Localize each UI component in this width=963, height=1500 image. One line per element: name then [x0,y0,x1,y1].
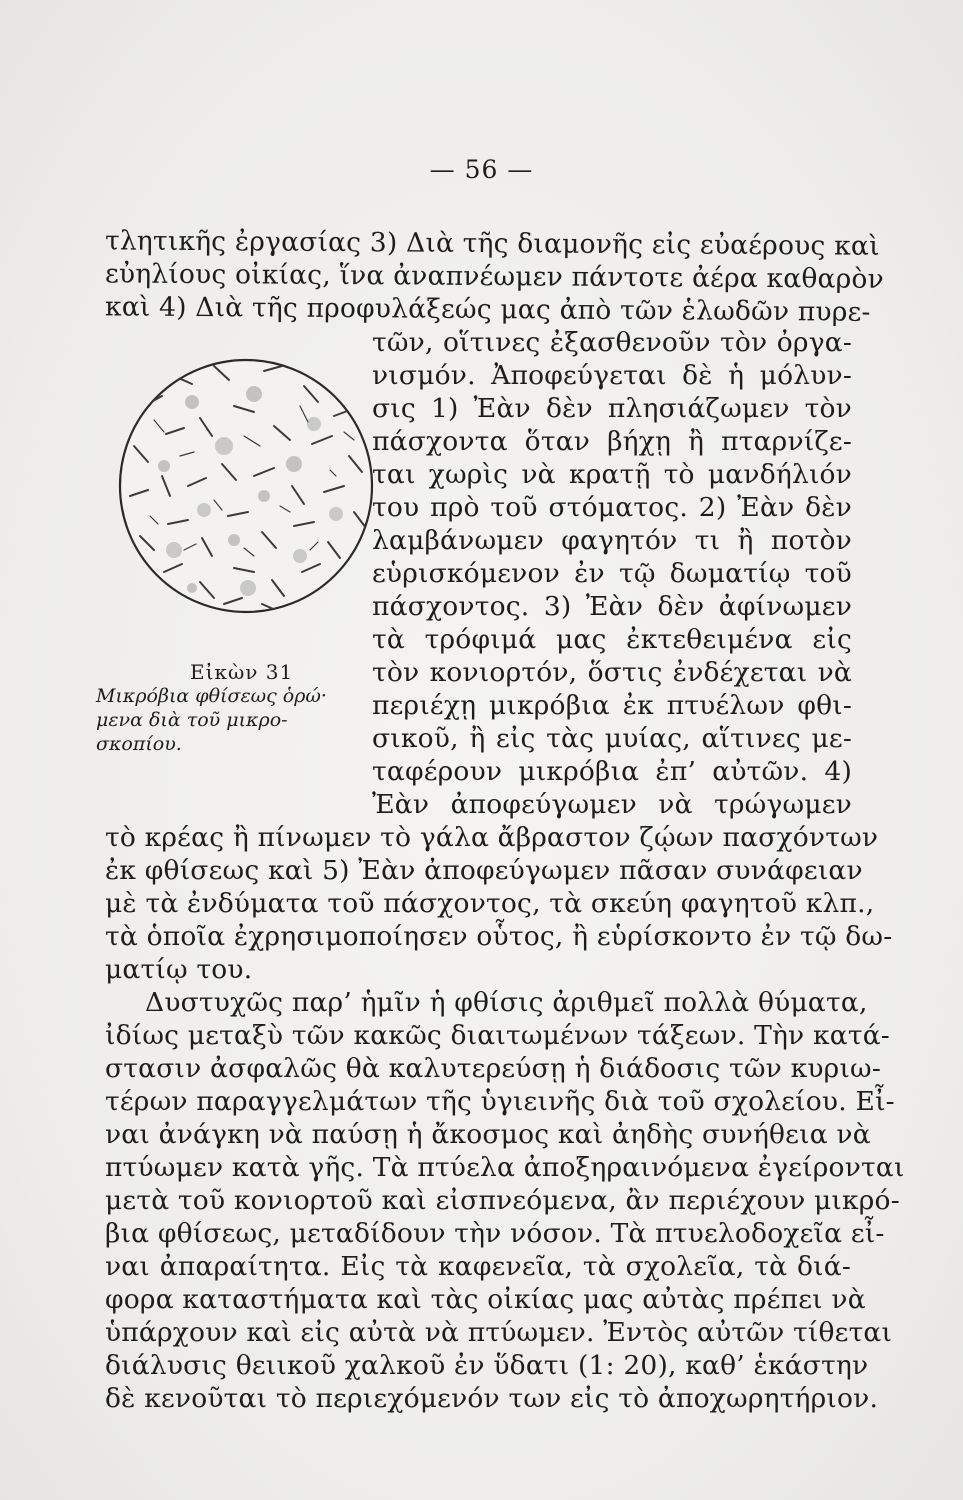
text-line: ὑπάρχουν καὶ εἰς αὐτὰ νὰ πτύωμεν. Ἐντὸς αὐτῶν τίθεται [105,1317,893,1348]
text-line: νισμόν. Ἀποφεύγεται δὲ ἡ μόλυν- [372,360,852,391]
page-number: — 56 — [429,155,534,184]
paragraph-first-line: Δυστυχῶς παρ’ ἡμῖν ἡ φθίσις ἀριθμεῖ πολλὰ θύματα, [145,987,868,1018]
text-line: διάλυσις θειικοῦ χαλκοῦ ἐν ὕδατι (1: 20), καθ’ ἑκάστην [105,1350,869,1381]
text-line: φορα καταστήματα καὶ τὰς οἰκίας μας αὐτὰς πρέπει νὰ [105,1284,866,1315]
text-line: δὲ κενοῦται τὸ περιεχόμενόν των εἰς τὸ ἀποχωρητήριον. [105,1383,879,1414]
text-line: ἰδίως μεταξὺ τῶν κακῶς διαιτωμένων τάξεων. Τὴν κατά- [105,1020,890,1051]
text-line: ναι ἀπαραίτητα. Εἰς τὰ καφενεῖα, τὰ σχολεῖα, τὰ διά- [105,1251,851,1282]
text-line: τλητικῆς ἐργασίας 3) Διὰ τῆς διαμονῆς εἰς εὐαέρους καὶ [104,225,880,262]
text-line: ταφέρουν μικρόβια ἐπ’ αὐτῶν. 4) [372,756,852,787]
figure-caption-line: Μικρόβια φθίσεως ὁρώ· [96,685,327,707]
text-line: σις 1) Ἐὰν δὲν πλησιάζωμεν τὸν [372,393,852,424]
text-line: λαμβάνωμεν φαγητόν τι ἢ ποτὸν [372,525,852,556]
text-line: μετὰ τοῦ κονιορτοῦ καὶ εἰσπνεόμενα, ἂν περιέχουν μικρό- [105,1185,900,1216]
text-line: ται χωρὶς νὰ κρατῇ τὸ μανδήλιόν [372,459,852,490]
text-line: εὐηλίους οἰκίας, ἵνα ἀναπνέωμεν πάντοτε ἀέρα καθαρὸν [104,258,885,295]
text-line: του πρὸ τοῦ στόματος. 2) Ἐὰν δὲν [372,492,852,523]
text-line: βια φθίσεως, μεταδίδουν τὴν νόσον. Τὰ πτυελοδοχεῖα εἶ- [105,1218,885,1249]
text-line: ματίῳ του. [105,954,253,985]
text-line: Ἐὰν ἀποφεύγωμεν νὰ τρώγωμεν [372,789,852,820]
microscope-view-icon [104,336,394,636]
figure-caption-title: Εἰκὼν 31 [190,660,294,684]
text-line: καὶ 4) Διὰ τῆς προφυλάξεώς μας ἀπὸ τῶν ἑλωδῶν πυρε- [104,291,871,328]
figure-caption-line: μενα διὰ τοῦ μικρο- [96,709,288,731]
text-line: τὰ τρόφιμά μας ἐκτεθειμένα εἰς [372,624,852,655]
text-line: τὸν κονιορτόν, ὅστις ἐνδέχεται νὰ [372,657,852,688]
text-line: τέρων παραγγελμάτων τῆς ὑγιεινῆς διὰ τοῦ σχολείου. Εἶ- [105,1086,895,1117]
text-line: σικοῦ, ἢ εἰς τὰς μυίας, αἵτινες με- [372,723,852,754]
text-line: ἐκ φθίσεως καὶ 5) Ἐὰν ἀποφεύγωμεν πᾶσαν συνάφειαν [105,855,863,886]
text-line: ναι ἀνάγκη νὰ παύσῃ ἡ ἄκοσμος καὶ ἀηδὴς συνήθεια νὰ [105,1119,871,1150]
text-line: εὑρισκόμενον ἐν τῷ δωματίῳ τοῦ [372,558,852,589]
text-line: πάσχοντος. 3) Ἐὰν δὲν ἀφίνωμεν [372,591,852,622]
text-line: τὸ κρέας ἢ πίνωμεν τὸ γάλα ἄβραστον ζῴων πασχόντων [105,822,879,853]
text-line: πάσχοντα ὅταν βήχῃ ἢ πταρνίζε- [372,426,852,457]
figure-caption-line: σκοπίου. [96,733,182,755]
text-line: πτύωμεν κατὰ γῆς. Τὰ πτύελα ἀποξηραινόμενα ἐγείρονται [105,1152,905,1183]
text-line: τὰ ὁποῖα ἐχρησιμοποίησεν οὗτος, ἢ εὑρίσκοντο ἐν τῷ δω- [105,921,893,952]
text-line: στασιν ἀσφαλῶς θὰ καλυτερεύσῃ ἡ διάδοσις τῶν κυριω- [105,1053,881,1084]
text-line: τῶν, οἵτινες ἐξασθενοῦν τὸν ὀργα- [372,327,852,358]
text-line: περιέχῃ μικρόβια ἐκ πτυέλων φθι- [372,690,852,721]
text-line: μὲ τὰ ἐνδύματα τοῦ πάσχοντος, τὰ σκεύη φαγητοῦ κλπ., [105,888,875,919]
